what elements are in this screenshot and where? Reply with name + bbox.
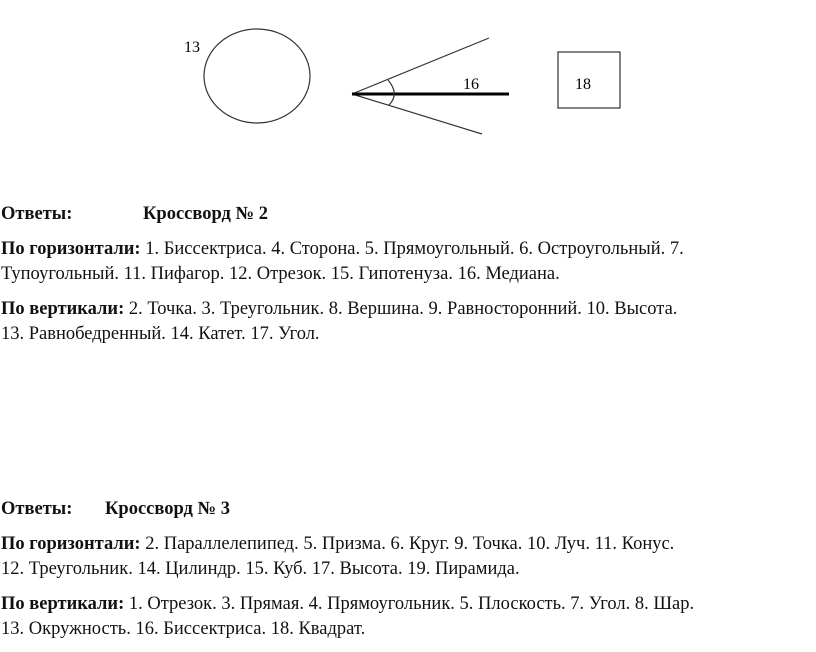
vertical-answers: 1. Отрезок. 3. Прямая. 4. Прямоугольник. 5. Плоскость. 7. Угол. 8. Шар. (124, 594, 695, 614)
circle-figure (204, 29, 310, 123)
geometry-figures (0, 0, 816, 160)
answers3-header (1, 497, 230, 522)
answers3-vertical-cont: 13. Окружность. 16. Биссектриса. 18. Квадрат. (1, 619, 366, 639)
answers2-title: Кроссворд № 2 (143, 204, 268, 224)
horizontal-label: По горизонтали: (1, 239, 141, 259)
vertical-label: По вертикали: (1, 299, 125, 319)
answers3-vertical (1, 592, 694, 617)
angle-label: 16 (463, 76, 479, 93)
answers2-heading: Ответы: (1, 204, 73, 224)
answers2-vertical-cont: 13. Равнобедренный. 14. Катет. 17. Угол. (1, 324, 320, 344)
answers3-horizontal (1, 532, 674, 557)
vertical-answers: 2. Точка. 3. Треугольник. 8. Вершина. 9. Равносторонний. 10. Высота. (124, 299, 678, 319)
vertical-label: По вертикали: (1, 594, 125, 614)
horizontal-label: По горизонтали: (1, 534, 141, 554)
answers3-horizontal-cont: 12. Треугольник. 14. Цилиндр. 15. Куб. 17. Высота. 19. Пирамида. (1, 559, 520, 579)
answers3-title: Кроссворд № 3 (105, 499, 230, 519)
answers3-heading: Ответы: (1, 499, 73, 519)
horizontal-answers: 1. Биссектриса. 4. Сторона. 5. Прямоугольный. 6. Остроугольный. 7. (140, 239, 684, 259)
circle-label: 13 (184, 39, 200, 56)
square-label: 18 (575, 76, 591, 93)
answers2-vertical (1, 297, 677, 322)
angle-bisector-figure (352, 38, 509, 134)
answers2-horizontal-cont: Тупоугольный. 11. Пифагор. 12. Отрезок. 15. Гипотенуза. 16. Медиана. (1, 264, 560, 284)
answers2-horizontal (1, 237, 684, 262)
horizontal-answers: 2. Параллелепипед. 5. Призма. 6. Круг. 9. Точка. 10. Луч. 11. Конус. (140, 534, 675, 554)
answers2-header (1, 202, 268, 227)
